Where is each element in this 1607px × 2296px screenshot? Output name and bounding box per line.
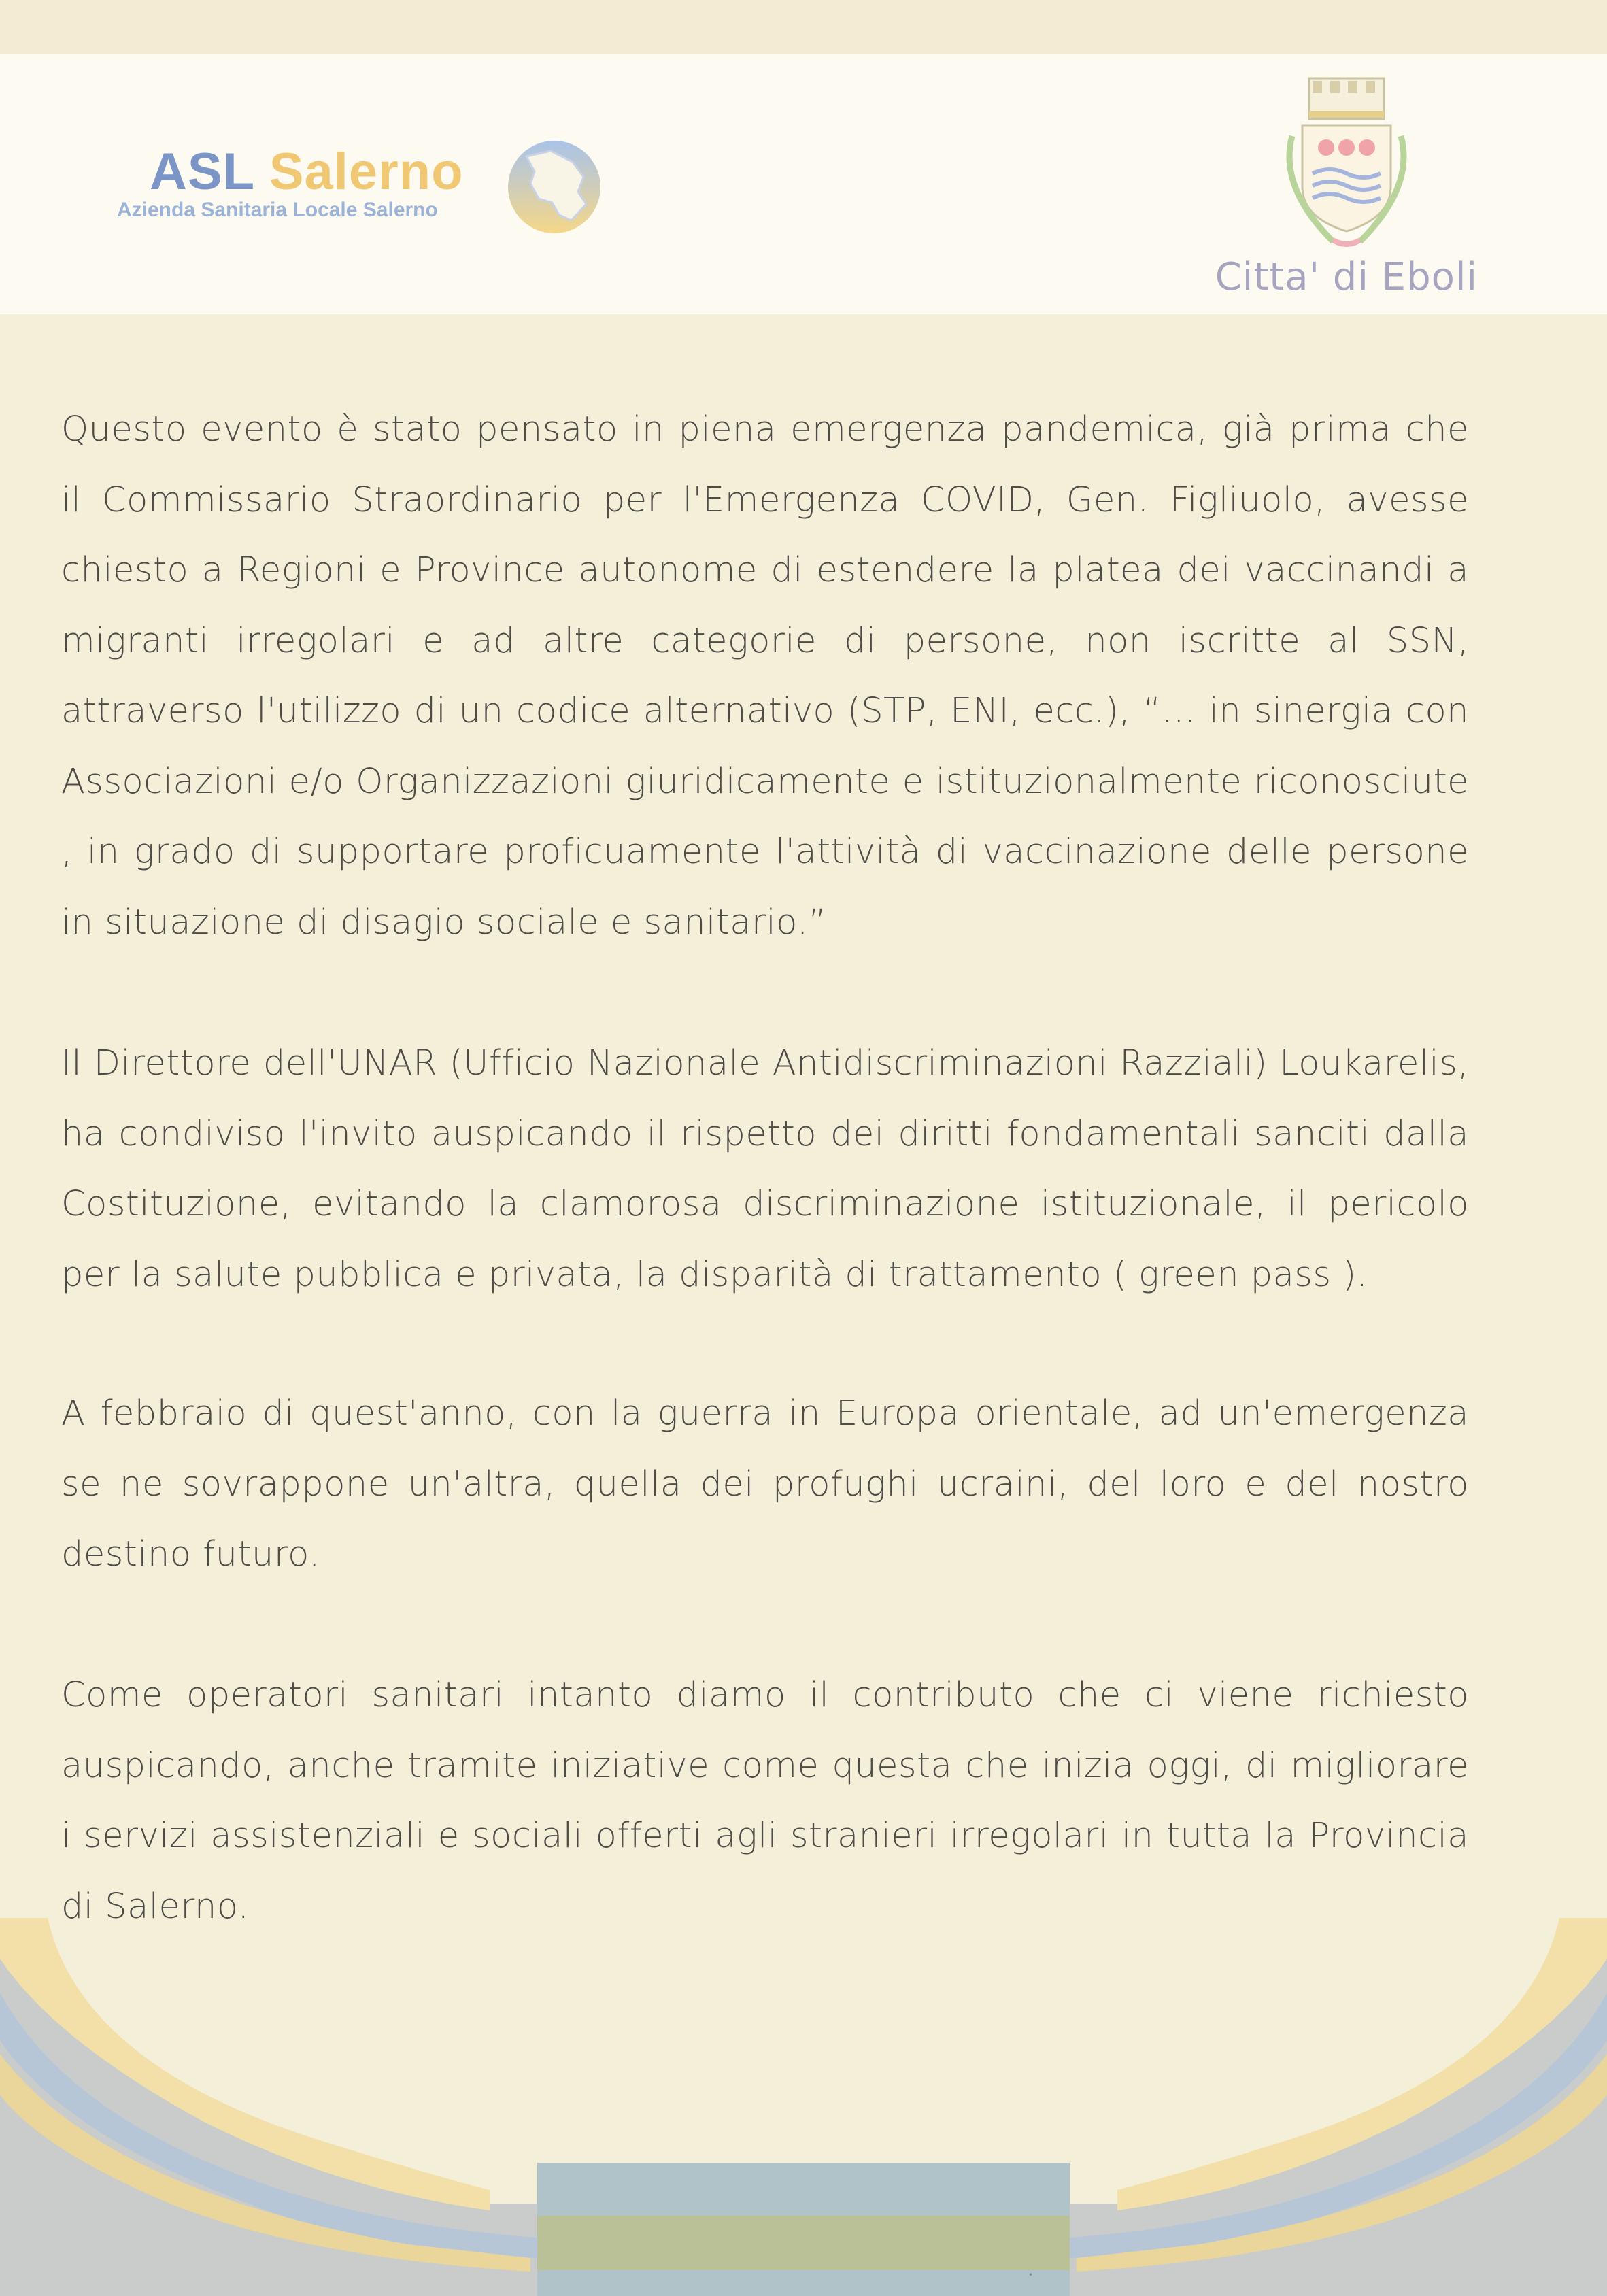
campania-map-icon <box>503 136 605 238</box>
paragraph-2: Il Direttore dell'UNAR (Ufficio Nazionale Antidiscriminazioni Razziali) Loukarelis, ha condiviso l'invito auspicando il rispetto dei diritti fondamentali sanciti dalla Costituzione, evitando la clamorosa discriminazione istituzionale, il pericolo per la salute pubblica e privata, la disparità di trattamento ( green pass ). <box>61 1043 1469 1295</box>
asl-logo-wordmark <box>150 143 464 201</box>
asl-logo-subtitle: Azienda Sanitaria Locale Salerno <box>117 199 438 221</box>
city-name: Citta' di Eboli <box>1215 255 1478 299</box>
asl-logo-asl: ASL <box>150 143 254 201</box>
eboli-coat-of-arms-icon <box>1272 71 1421 255</box>
paragraph-3: A febbraio di quest'anno, con la guerra in Europa orientale, ad un'emergenza se ne sovrappone un'altra, quella dei profughi ucraini, del loro e del nostro destino futuro. <box>61 1394 1469 1574</box>
asl-salerno-logo <box>116 136 612 238</box>
page-marker: • <box>1028 2270 1034 2280</box>
paragraph-4: Come operatori sanitari intanto diamo il contributo che ci viene richiesto auspicando, anche tramite iniziative come questa che inizia oggi, di migliorare i servizi assistenziali e sociali offerti agli stranieri irregolari in tutta la Provincia di Salerno. <box>61 1675 1469 1927</box>
top-band <box>0 0 1607 54</box>
decorative-ribbon-footer <box>0 1918 1607 2296</box>
paragraph-1: Questo evento è stato pensato in piena emergenza pandemica, già prima che il Commissario Straordinario per l'Emergenza COVID, Gen. Figliuolo, avesse chiesto a Regioni e Province autonome di estendere la platea dei vaccinandi a migranti irregolari e ad altre categorie di persone, non iscritte al SSN, attraverso l'utilizzo di un codice alternativo (STP, ENI, ecc.), “… in sinergia con Associazioni e/o Organizzazioni giuridicamente e istituzionalmente riconosciute , in grado di supportare proficuamente l'attività di vaccinazione delle persone in situazione di disagio sociale e sanitario.” <box>61 409 1469 943</box>
asl-logo-salerno: Salerno <box>269 143 464 201</box>
